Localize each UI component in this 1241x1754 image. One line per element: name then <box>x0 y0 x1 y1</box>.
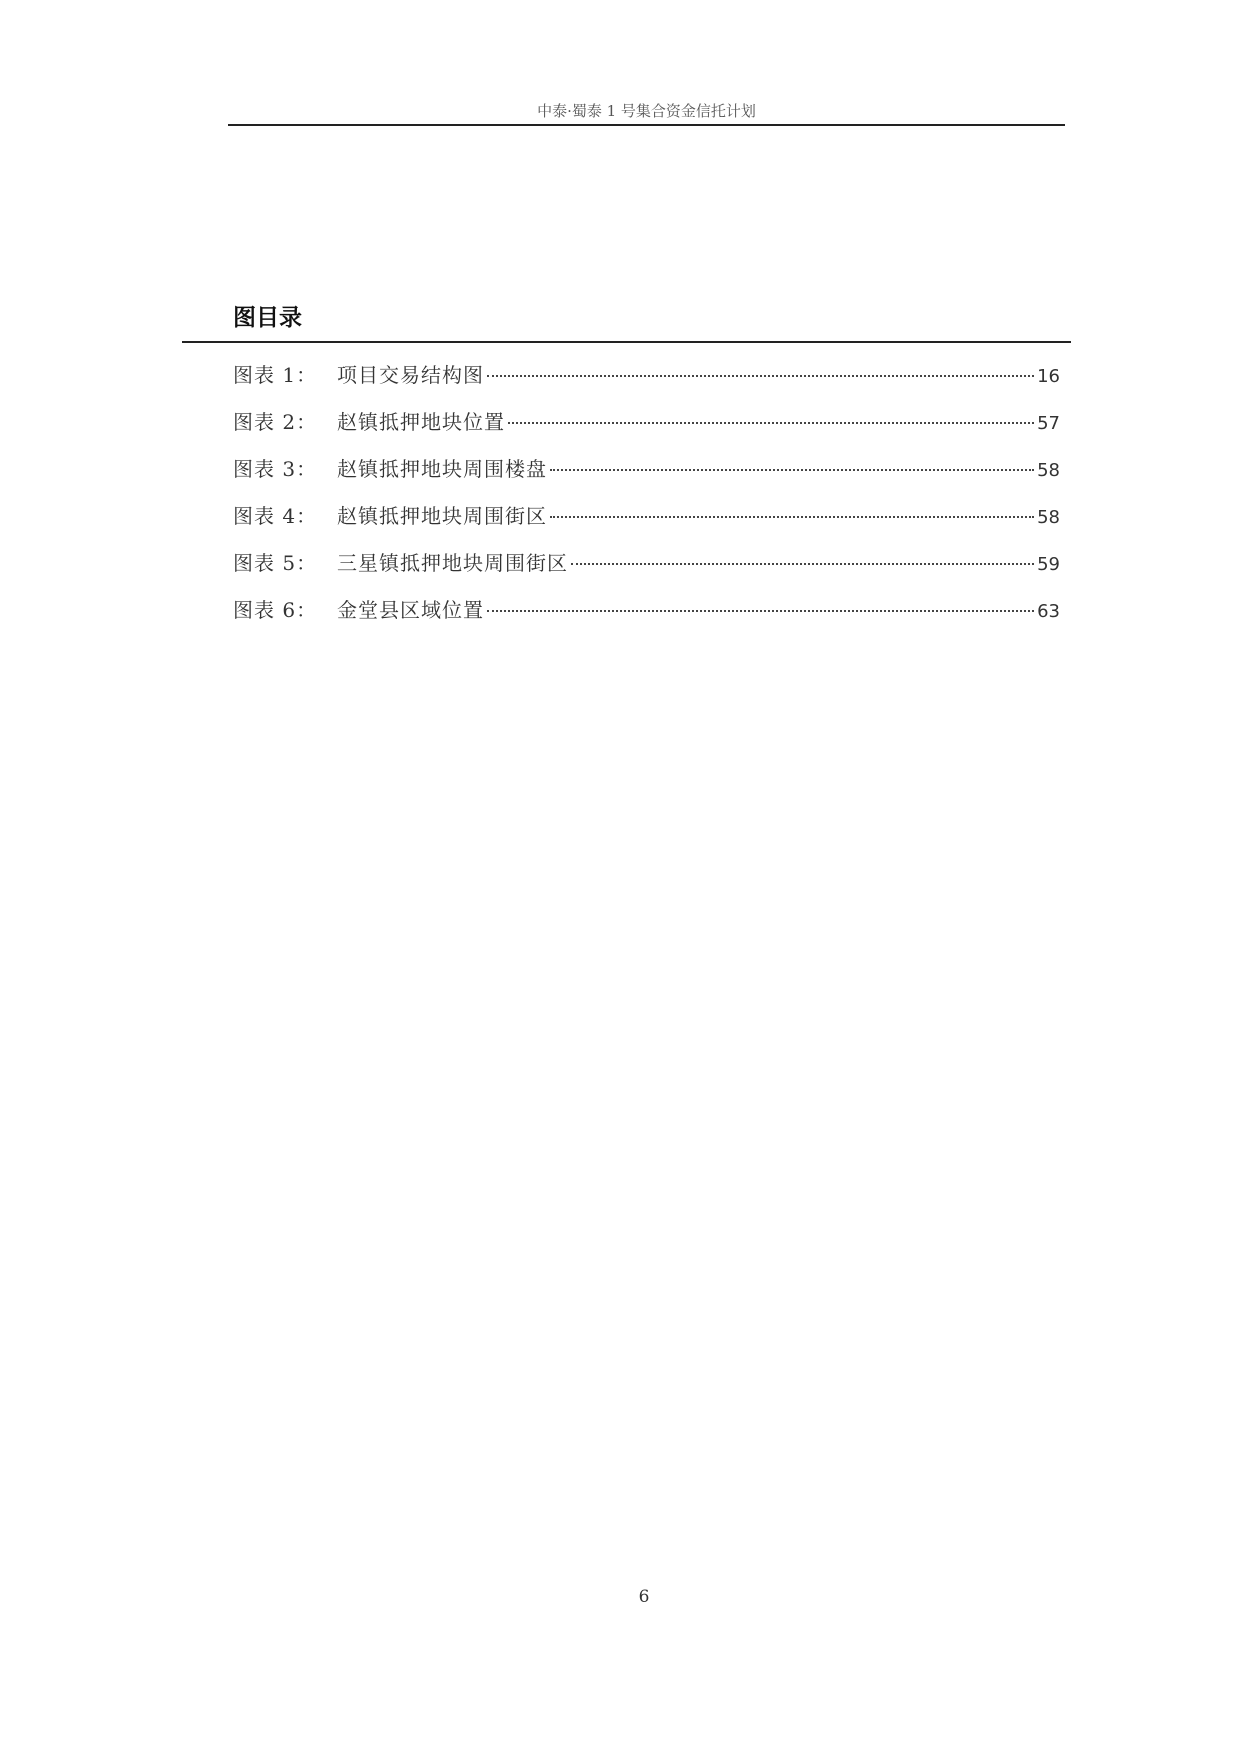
figure-list-title: 图目录 <box>233 305 302 331</box>
toc-entry-page: 57 <box>1037 413 1060 434</box>
toc-entry-label: 图表 1： <box>233 363 318 387</box>
toc-entry[interactable] <box>233 454 1060 501</box>
dot-leader <box>571 563 1034 565</box>
toc-entry-title: 赵镇抵押地块周围楼盘 <box>337 457 547 481</box>
title-divider <box>182 341 1071 343</box>
toc-entry-page: 58 <box>1037 507 1060 528</box>
toc-entry-title: 赵镇抵押地块周围街区 <box>337 504 547 528</box>
toc-entry-title: 金堂县区域位置 <box>337 598 484 622</box>
running-header: 中泰·蜀泰 1 号集合资金信托计划 <box>537 102 756 120</box>
toc-entry-title: 三星镇抵押地块周围街区 <box>337 551 568 575</box>
dot-leader <box>550 516 1034 518</box>
dot-leader <box>550 469 1034 471</box>
toc-entry-title: 赵镇抵押地块位置 <box>337 410 505 434</box>
dot-leader <box>487 375 1034 377</box>
toc-entry[interactable] <box>233 548 1060 595</box>
page-number: 6 <box>638 1587 650 1607</box>
toc-entry-label: 图表 5： <box>233 551 318 575</box>
toc-entry[interactable] <box>233 360 1060 407</box>
toc-entry-page: 58 <box>1037 460 1060 481</box>
toc-entry-page: 59 <box>1037 554 1060 575</box>
toc-entry-label: 图表 3： <box>233 457 318 481</box>
toc-entry-label: 图表 2： <box>233 410 318 434</box>
dot-leader <box>487 610 1034 612</box>
toc-entry[interactable] <box>233 407 1060 454</box>
toc-entry-page: 63 <box>1037 601 1060 622</box>
toc-entry[interactable] <box>233 595 1060 642</box>
toc-entry-label: 图表 6： <box>233 598 318 622</box>
header-divider <box>228 124 1065 126</box>
toc-entry-title: 项目交易结构图 <box>337 363 484 387</box>
toc-entry[interactable] <box>233 501 1060 548</box>
figure-toc-list <box>233 360 1060 642</box>
toc-entry-label: 图表 4： <box>233 504 318 528</box>
dot-leader <box>508 422 1034 424</box>
toc-entry-page: 16 <box>1037 366 1060 387</box>
